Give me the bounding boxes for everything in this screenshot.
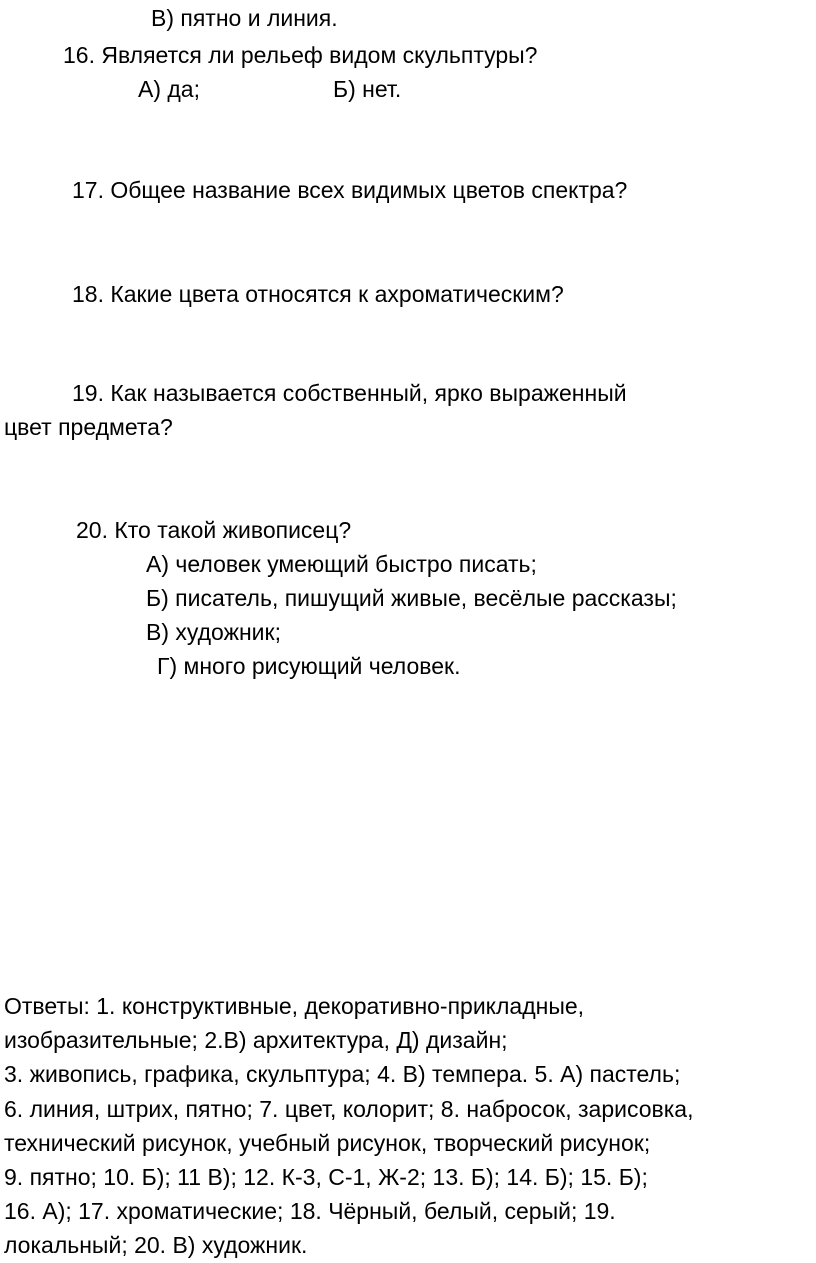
question-18-text: 18. Какие цвета относятся к ахроматическим?: [72, 281, 564, 307]
answers-line: 3. живопись, графика, скульптура; 4. В) темпера. 5. А) пастель;: [4, 1061, 681, 1087]
answers-line: 16. А); 17. хроматические; 18. Чёрный, белый, серый; 19.: [4, 1198, 616, 1224]
question-17-text: 17. Общее название всех видимых цветов спектра?: [72, 177, 628, 203]
question-20-text: 20. Кто такой живописец?: [76, 517, 352, 543]
answers-line: изобразительные; 2.В) архитектура, Д) дизайн;: [4, 1027, 508, 1053]
question-20-option-b: Б) писатель, пишущий живые, весёлые рассказы;: [146, 585, 677, 611]
answers-line: 6. линия, штрих, пятно; 7. цвет, колорит; 8. набросок, зарисовка,: [4, 1096, 694, 1122]
answers-line: Ответы: 1. конструктивные, декоративно-прикладные,: [4, 993, 585, 1019]
question-19-text-line1: 19. Как называется собственный, ярко выраженный: [72, 380, 627, 406]
question-19-text-line2: цвет предмета?: [4, 414, 173, 440]
question-16-option-b: Б) нет.: [333, 76, 402, 102]
question-16-text: 16. Является ли рельеф видом скульптуры?: [63, 42, 538, 68]
question-20-option-a: А) человек умеющий быстро писать;: [146, 551, 537, 577]
question-16-option-a: А) да;: [138, 76, 200, 102]
answers-line: локальный; 20. В) художник.: [4, 1232, 308, 1258]
question-20-option-d: Г) много рисующий человек.: [157, 653, 461, 679]
question-15-option-c: В) пятно и линия.: [151, 5, 338, 31]
answers-line: технический рисунок, учебный рисунок, творческий рисунок;: [4, 1130, 651, 1156]
question-20-option-c: В) художник;: [146, 619, 281, 645]
answers-line: 9. пятно; 10. Б); 11 В); 12. К-3, С-1, Ж-2; 13. Б); 14. Б); 15. Б);: [4, 1164, 648, 1190]
